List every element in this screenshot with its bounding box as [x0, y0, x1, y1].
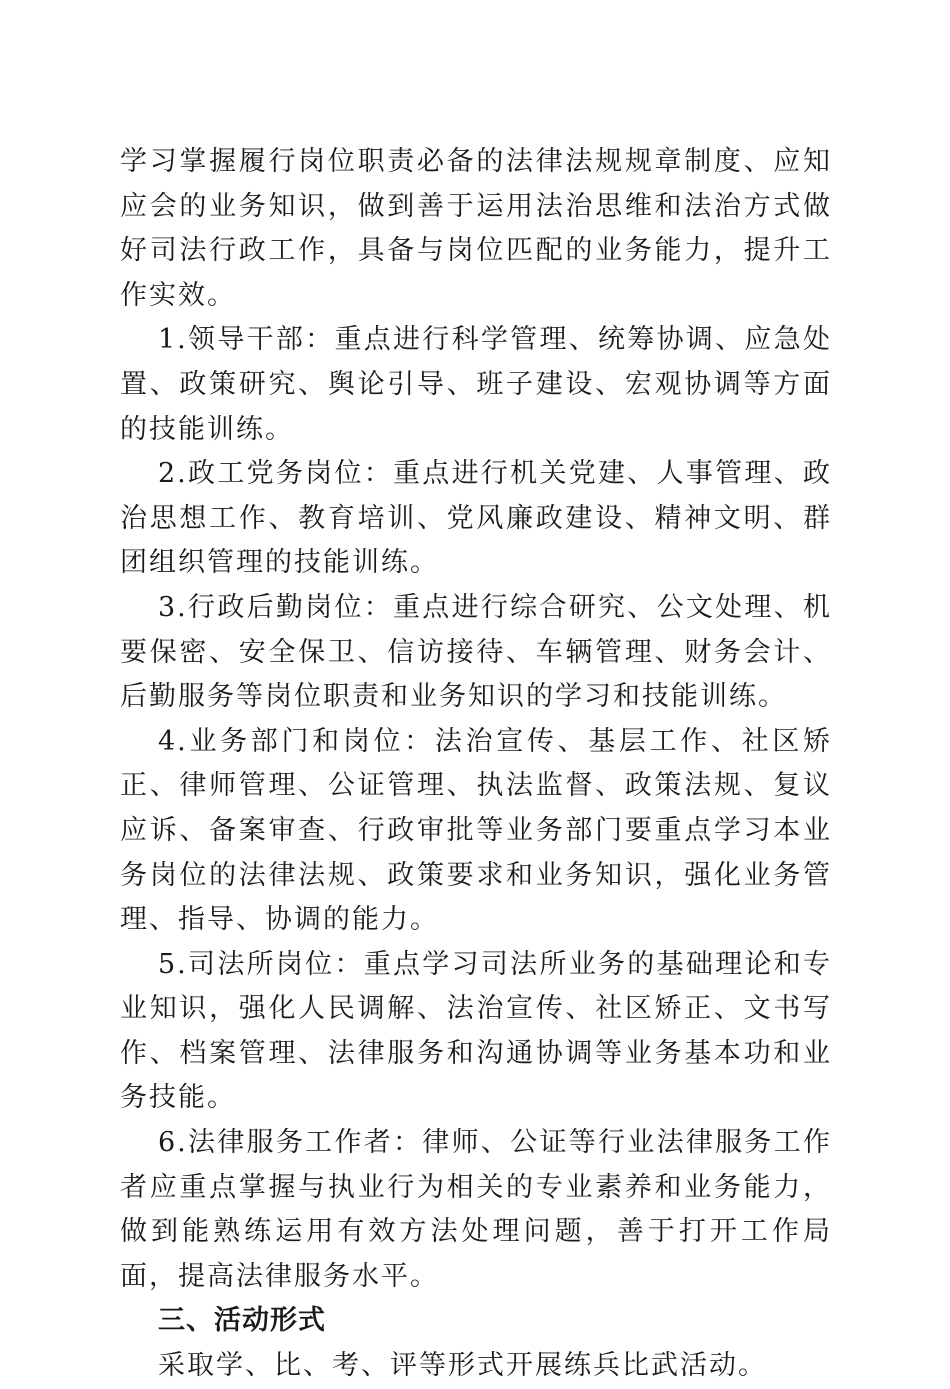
paragraph-item-5: 5.司法所岗位：重点学习司法所业务的基础理论和专业知识，强化人民调解、法治宣传、社区矫正、文书写作、档案管理、法律服务和沟通协调等业务基本功和业务技能。	[120, 948, 832, 1114]
section-heading: 三、活动形式	[158, 1305, 326, 1337]
paragraph-item-3: 3.行政后勤岗位：重点进行综合研究、公文处理、机要保密、安全保卫、信访接待、车辆管理、财务会计、后勤服务等岗位职责和业务知识的学习和技能训练。	[120, 591, 832, 713]
paragraph-intro: 学习掌握履行岗位职责必备的法律法规规章制度、应知应会的业务知识，做到善于运用法治思维和法治方式做好司法行政工作，具备与岗位匹配的业务能力，提升工作实效。	[120, 146, 832, 311]
paragraph-item-1: 1.领导干部：重点进行科学管理、统筹协调、应急处置、政策研究、舆论引导、班子建设、宏观协调等方面的技能训练。	[120, 324, 832, 445]
paragraph-item-4: 4.业务部门和岗位：法治宣传、基层工作、社区矫正、律师管理、公证管理、执法监督、政策法规、复议应诉、备案审查、行政审批等业务部门要重点学习本业务岗位的法律法规、政策要求和业务知识，强化业务管理、指导、协调的能力。	[120, 725, 832, 936]
paragraph-closing: 采取学、比、考、评等形式开展练兵比武活动。	[158, 1350, 767, 1382]
paragraph-item-6: 6.法律服务工作者：律师、公证等行业法律服务工作者应重点掌握与执业行为相关的专业素养和业务能力，做到能熟练运用有效方法处理问题，善于打开工作局面，提高法律服务水平。	[120, 1127, 832, 1292]
paragraph-item-2: 2.政工党务岗位：重点进行机关党建、人事管理、政治思想工作、教育培训、党风廉政建设、精神文明、群团组织管理的技能训练。	[120, 458, 832, 579]
document-body	[120, 140, 832, 1389]
